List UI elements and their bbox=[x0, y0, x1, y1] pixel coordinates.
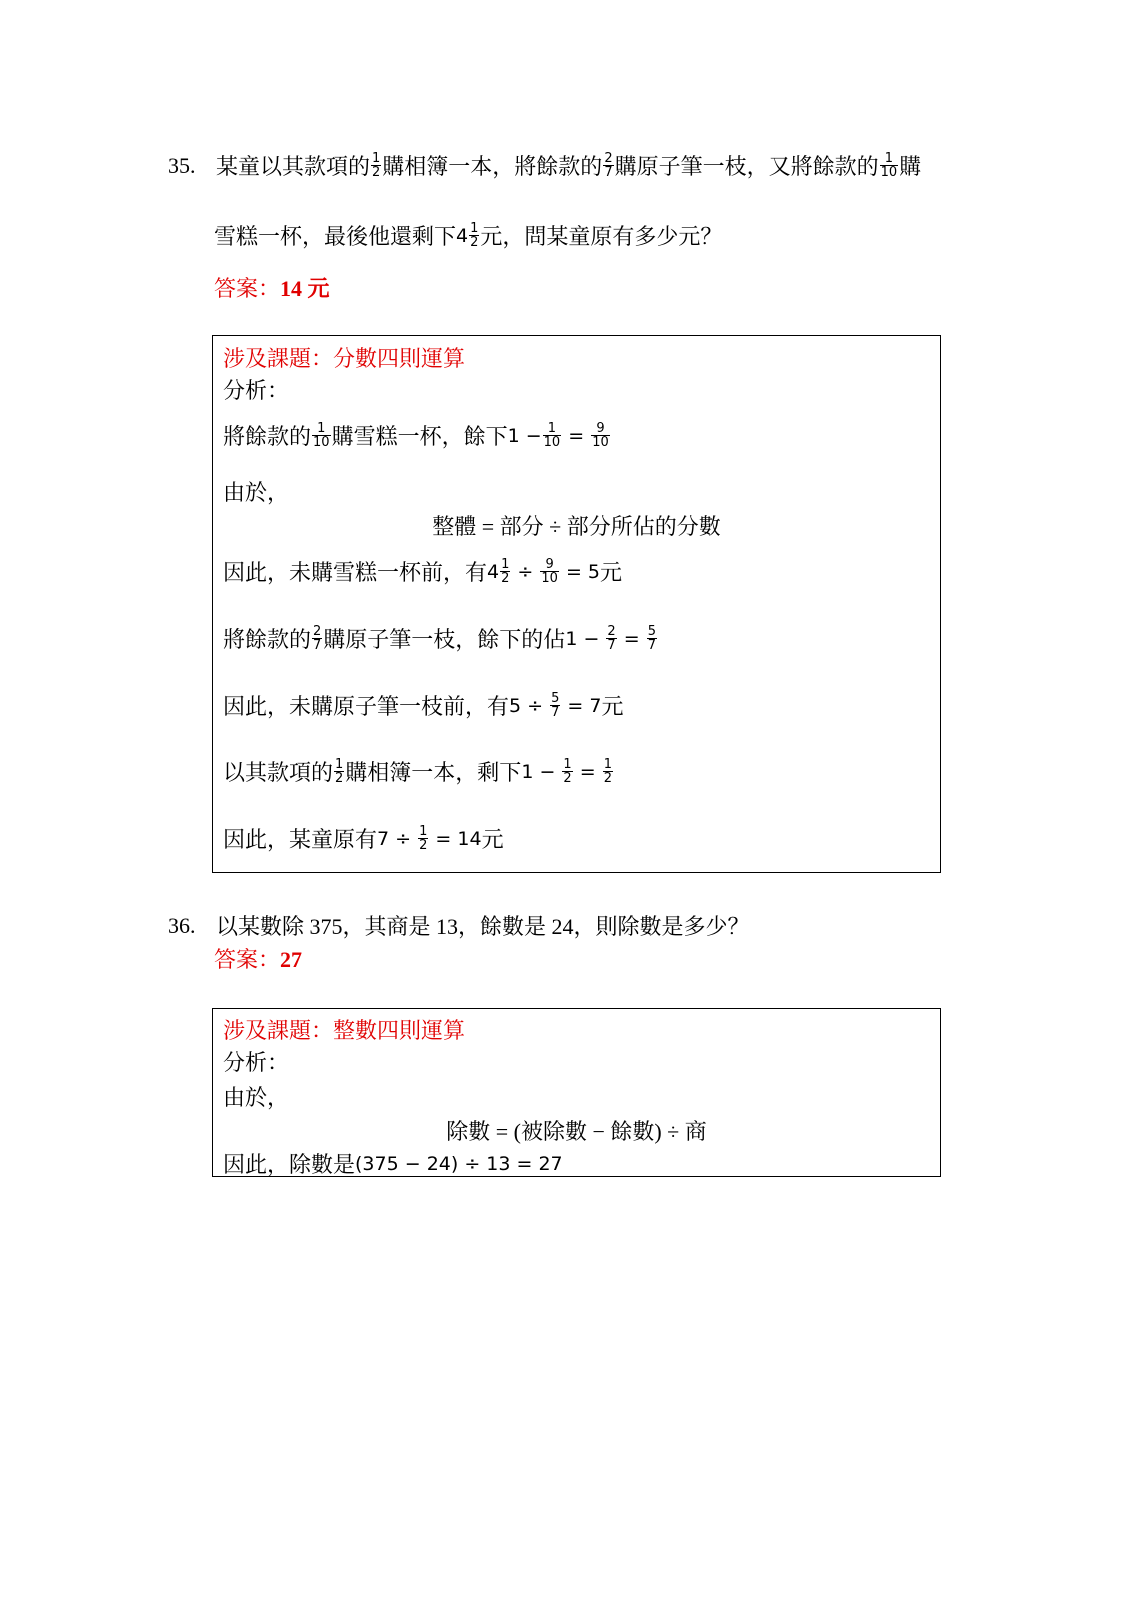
answer-label: 答案： bbox=[214, 947, 281, 972]
analysis-box-35 bbox=[212, 335, 941, 873]
question-text: 購相簿一本，將餘款的 bbox=[382, 154, 603, 179]
answer-value: 27 bbox=[280, 947, 303, 972]
formula: 除數 = (被除數 − 餘數) ÷ 商 bbox=[446, 1119, 707, 1144]
topic-label: 涉及課題：整數四則運算 bbox=[223, 1018, 466, 1043]
analysis-step: 因此，除數是 (375 − 24) ÷ 13 = 27 bbox=[223, 1152, 563, 1177]
since-label: 由於， bbox=[223, 480, 290, 505]
fraction: $\frac{1}{10}$ bbox=[880, 151, 898, 180]
answer-35 bbox=[214, 272, 330, 303]
question-36 bbox=[168, 910, 750, 941]
analysis-label: 分析： bbox=[223, 378, 290, 403]
question-text: 元，問某童原有多少元？ bbox=[480, 224, 723, 249]
mixed-number: 4 $\frac{1}{2}$ bbox=[456, 221, 479, 250]
topic-label: 涉及課題：分數四則運算 bbox=[223, 346, 466, 371]
answer-value: 14 元 bbox=[280, 276, 330, 301]
question-text: 某童以其款項的 bbox=[216, 154, 371, 179]
analysis-step: 將餘款的 $\frac{1}{10}$ 購雪糕一杯，餘下 1 − $\frac{1}{10}$ = $\frac{9}{10}$ bbox=[223, 421, 609, 450]
question-number: 36. bbox=[168, 912, 196, 938]
analysis-box-36 bbox=[212, 1008, 941, 1177]
question-text: 購原子筆一枝，又將餘款的 bbox=[614, 154, 879, 179]
answer-label: 答案： bbox=[214, 276, 281, 301]
fraction: $\frac{1}{2}$ bbox=[372, 151, 381, 180]
analysis-step: 因此，未購原子筆一枝前，有 5 ÷ $\frac{5}{7}$ = 7 元 bbox=[223, 691, 624, 720]
analysis-step: 因此，未購雪糕一杯前，有 4 $\frac{1}{2}$ ÷ $\frac{9}{10}$ = 5 元 bbox=[223, 557, 623, 586]
question-35-line-2 bbox=[214, 220, 722, 251]
analysis-step: 因此，某童原有 7 ÷ $\frac{1}{2}$ = 14 元 bbox=[223, 824, 504, 853]
since-label: 由於， bbox=[223, 1085, 290, 1110]
question-text: 雪糕一杯，最後他還剩下 bbox=[214, 224, 457, 249]
question-number: 35. bbox=[168, 152, 196, 178]
question-text: 購 bbox=[899, 154, 922, 179]
formula: 整體 = 部分 ÷ 部分所佔的分數 bbox=[432, 514, 721, 539]
fraction: $\frac{2}{7}$ bbox=[604, 151, 613, 180]
question-35 bbox=[168, 150, 921, 181]
answer-36 bbox=[214, 943, 302, 974]
analysis-label: 分析： bbox=[223, 1050, 290, 1075]
question-text: 以某數除 375，其商是 13，餘數是 24，則除數是多少？ bbox=[216, 914, 750, 939]
analysis-step: 以其款項的 $\frac{1}{2}$ 購相簿一本，剩下 1 − $\frac{1}{2}$ = $\frac{1}{2}$ bbox=[223, 757, 612, 786]
question-35-line-1 bbox=[168, 150, 921, 181]
analysis-step: 將餘款的 $\frac{2}{7}$ 購原子筆一枝，餘下的佔 1 − $\frac{2}{7}$ = $\frac{5}{7}$ bbox=[223, 624, 656, 653]
